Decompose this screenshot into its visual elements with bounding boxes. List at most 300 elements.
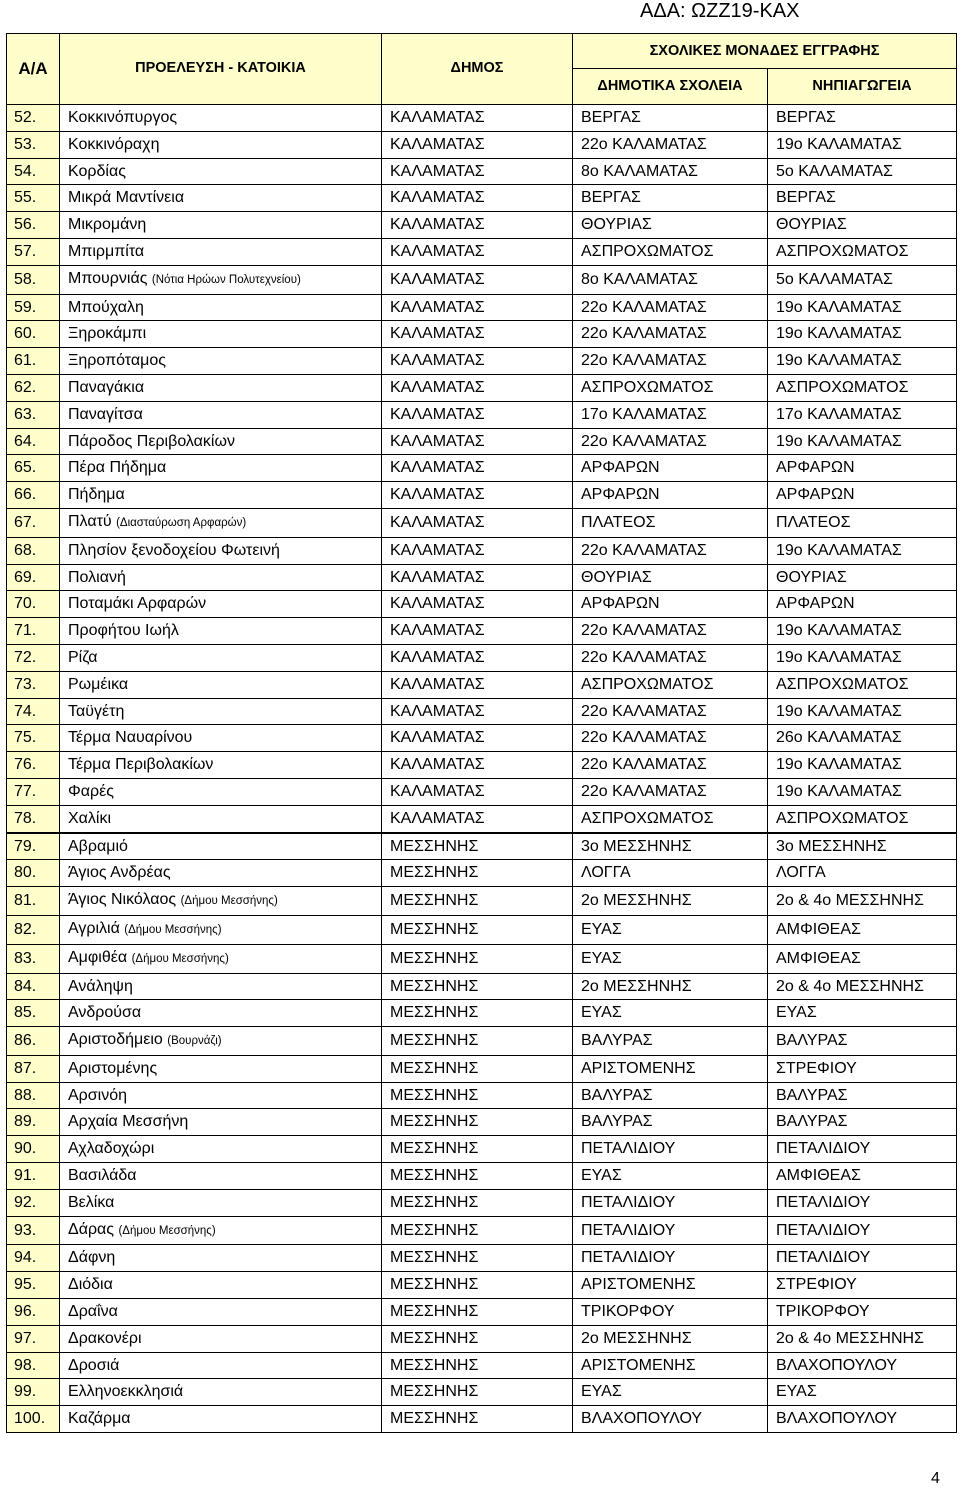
- kindergarten-cell: ΣΤΡΕΦΙΟΥ: [768, 1055, 957, 1082]
- primary-school-cell: 22ο ΚΑΛΑΜΑΤΑΣ: [573, 321, 768, 348]
- origin-name: Πάροδος Περιβολακίων: [68, 432, 235, 450]
- municipality-cell: ΜΕΣΣΗΝΗΣ: [382, 1325, 573, 1352]
- origin-name: Δάφνη: [68, 1249, 116, 1267]
- origin-cell: [60, 944, 382, 973]
- origin-cell: [60, 401, 382, 428]
- kindergarten-cell: ΠΛΑΤΕΟΣ: [768, 508, 957, 537]
- origin-name: Ταϋγέτη: [68, 702, 125, 720]
- row-number: 59.: [7, 294, 60, 321]
- origin-name: Αριστοδήμειο: [68, 1031, 163, 1049]
- kindergarten-cell: ΠΕΤΑΛΙΔΙΟΥ: [768, 1245, 957, 1272]
- row-number: 86.: [7, 1027, 60, 1056]
- primary-school-cell: ΑΡΙΣΤΟΜΕΝΗΣ: [573, 1352, 768, 1379]
- primary-school-cell: 22ο ΚΑΛΑΜΑΤΑΣ: [573, 644, 768, 671]
- origin-cell: [60, 1379, 382, 1406]
- municipality-cell: ΚΑΛΑΜΑΤΑΣ: [382, 294, 573, 321]
- table-row: [7, 374, 957, 401]
- primary-school-cell: 8ο ΚΑΛΑΜΑΤΑΣ: [573, 265, 768, 294]
- row-number: 93.: [7, 1216, 60, 1245]
- origin-name: Παναγίτσα: [68, 405, 143, 423]
- origin-name: Βελίκα: [68, 1193, 115, 1211]
- municipality-cell: ΚΑΛΑΜΑΤΑΣ: [382, 537, 573, 564]
- origin-cell: [60, 887, 382, 916]
- kindergarten-cell: ΑΡΦΑΡΩΝ: [768, 591, 957, 618]
- origin-name: Άγιος Ανδρέας: [68, 864, 171, 882]
- origin-name: Χαλίκι: [68, 809, 112, 827]
- table-row: [7, 482, 957, 509]
- kindergarten-cell: 19ο ΚΑΛΑΜΑΤΑΣ: [768, 348, 957, 375]
- primary-school-cell: ΘΟΥΡΙΑΣ: [573, 564, 768, 591]
- kindergarten-cell: 3ο ΜΕΣΣΗΝΗΣ: [768, 833, 957, 860]
- origin-cell: [60, 185, 382, 212]
- kindergarten-cell: ΘΟΥΡΙΑΣ: [768, 564, 957, 591]
- origin-cell: [60, 348, 382, 375]
- row-number: 84.: [7, 973, 60, 1000]
- table-row: [7, 1055, 957, 1082]
- row-number: 56.: [7, 212, 60, 239]
- kindergarten-cell: ΘΟΥΡΙΑΣ: [768, 212, 957, 239]
- municipality-cell: ΚΑΛΑΜΑΤΑΣ: [382, 752, 573, 779]
- origin-cell: [60, 158, 382, 185]
- primary-school-cell: ΑΣΠΡΟΧΩΜΑΤΟΣ: [573, 805, 768, 832]
- municipality-cell: ΚΑΛΑΜΑΤΑΣ: [382, 428, 573, 455]
- table-row: [7, 294, 957, 321]
- kindergarten-cell: ΒΑΛΥΡΑΣ: [768, 1027, 957, 1056]
- origin-name: Μικρομάνη: [68, 216, 147, 234]
- table-row: [7, 752, 957, 779]
- table-row: [7, 1000, 957, 1027]
- row-number: 96.: [7, 1299, 60, 1326]
- origin-cell: [60, 1000, 382, 1027]
- origin-name: Κορδίας: [68, 162, 126, 180]
- municipality-cell: ΚΑΛΑΜΑΤΑΣ: [382, 105, 573, 132]
- origin-cell: [60, 238, 382, 265]
- municipality-cell: ΜΕΣΣΗΝΗΣ: [382, 1163, 573, 1190]
- table-row: [7, 321, 957, 348]
- origin-cell: [60, 778, 382, 805]
- origin-cell: [60, 860, 382, 887]
- origin-cell: [60, 564, 382, 591]
- primary-school-cell: ΑΣΠΡΟΧΩΜΑΤΟΣ: [573, 238, 768, 265]
- kindergarten-cell: ΒΑΛΥΡΑΣ: [768, 1082, 957, 1109]
- table-row: [7, 944, 957, 973]
- origin-cell: [60, 1027, 382, 1056]
- municipality-cell: ΜΕΣΣΗΝΗΣ: [382, 1189, 573, 1216]
- row-number: 87.: [7, 1055, 60, 1082]
- table-row: [7, 973, 957, 1000]
- origin-name: Δάρας: [68, 1220, 114, 1238]
- origin-name: Ποταμάκι Αρφαρών: [68, 595, 207, 613]
- kindergarten-cell: ΑΜΦΙΘΕΑΣ: [768, 915, 957, 944]
- origin-note: (Δήμου Μεσσήνης): [131, 952, 229, 965]
- origin-cell: [60, 1325, 382, 1352]
- kindergarten-cell: ΑΣΠΡΟΧΩΜΑΤΟΣ: [768, 671, 957, 698]
- municipality-cell: ΚΑΛΑΜΑΤΑΣ: [382, 725, 573, 752]
- row-number: 71.: [7, 618, 60, 645]
- table-row: [7, 644, 957, 671]
- kindergarten-cell: ΑΣΠΡΟΧΩΜΑΤΟΣ: [768, 805, 957, 832]
- municipality-cell: ΚΑΛΑΜΑΤΑΣ: [382, 778, 573, 805]
- origin-name: Παναγάκια: [68, 378, 145, 396]
- table-row: [7, 1082, 957, 1109]
- municipality-cell: ΚΑΛΑΜΑΤΑΣ: [382, 618, 573, 645]
- municipality-cell: ΜΕΣΣΗΝΗΣ: [382, 1109, 573, 1136]
- origin-cell: [60, 1163, 382, 1190]
- origin-cell: [60, 644, 382, 671]
- row-number: 95.: [7, 1272, 60, 1299]
- row-number: 57.: [7, 238, 60, 265]
- table-row: [7, 238, 957, 265]
- origin-name: Ανδρούσα: [68, 1004, 142, 1022]
- origin-note: (Δήμου Μεσσήνης): [118, 1224, 216, 1237]
- primary-school-cell: ΠΕΤΑΛΙΔΙΟΥ: [573, 1245, 768, 1272]
- origin-name: Προφήτου Ιωήλ: [68, 622, 179, 640]
- municipality-cell: ΚΑΛΑΜΑΤΑΣ: [382, 212, 573, 239]
- table-row: [7, 1027, 957, 1056]
- primary-school-cell: 2ο ΜΕΣΣΗΝΗΣ: [573, 887, 768, 916]
- municipality-cell: ΚΑΛΑΜΑΤΑΣ: [382, 482, 573, 509]
- row-number: 72.: [7, 644, 60, 671]
- kindergarten-cell: ΛΟΓΓΑ: [768, 860, 957, 887]
- row-number: 77.: [7, 778, 60, 805]
- kindergarten-cell: ΒΑΛΥΡΑΣ: [768, 1109, 957, 1136]
- row-number: 75.: [7, 725, 60, 752]
- origin-name: Πήδημα: [68, 486, 125, 504]
- table-row: [7, 1163, 957, 1190]
- origin-name: Αχλαδοχώρι: [68, 1140, 155, 1158]
- primary-school-cell: ΕΥΑΣ: [573, 944, 768, 973]
- municipality-cell: ΚΑΛΑΜΑΤΑΣ: [382, 671, 573, 698]
- row-number: 81.: [7, 887, 60, 916]
- municipality-cell: ΜΕΣΣΗΝΗΣ: [382, 973, 573, 1000]
- kindergarten-cell: 19ο ΚΑΛΑΜΑΤΑΣ: [768, 644, 957, 671]
- origin-name: Βασιλάδα: [68, 1167, 137, 1185]
- row-number: 70.: [7, 591, 60, 618]
- row-number: 94.: [7, 1245, 60, 1272]
- table-row: [7, 455, 957, 482]
- municipality-cell: ΚΑΛΑΜΑΤΑΣ: [382, 185, 573, 212]
- origin-name: Αριστομένης: [68, 1059, 158, 1077]
- primary-school-cell: ΑΣΠΡΟΧΩΜΑΤΟΣ: [573, 374, 768, 401]
- primary-school-cell: ΒΑΛΥΡΑΣ: [573, 1109, 768, 1136]
- table-row: [7, 1272, 957, 1299]
- row-number: 85.: [7, 1000, 60, 1027]
- kindergarten-cell: ΠΕΤΑΛΙΔΙΟΥ: [768, 1216, 957, 1245]
- kindergarten-cell: ΑΜΦΙΘΕΑΣ: [768, 1163, 957, 1190]
- origin-cell: [60, 752, 382, 779]
- municipality-cell: ΚΑΛΑΜΑΤΑΣ: [382, 238, 573, 265]
- primary-school-cell: ΠΕΤΑΛΙΔΙΟΥ: [573, 1136, 768, 1163]
- primary-school-cell: ΛΟΓΓΑ: [573, 860, 768, 887]
- primary-school-cell: ΒΕΡΓΑΣ: [573, 185, 768, 212]
- municipality-cell: ΜΕΣΣΗΝΗΣ: [382, 1352, 573, 1379]
- origin-name: Κοκκινόραχη: [68, 135, 160, 153]
- origin-name: Ρίζα: [68, 648, 98, 666]
- primary-school-cell: ΑΡΦΑΡΩΝ: [573, 482, 768, 509]
- origin-cell: [60, 482, 382, 509]
- primary-school-cell: ΒΑΛΥΡΑΣ: [573, 1027, 768, 1056]
- primary-school-cell: ΕΥΑΣ: [573, 915, 768, 944]
- table-row: [7, 348, 957, 375]
- municipality-cell: ΜΕΣΣΗΝΗΣ: [382, 1027, 573, 1056]
- municipality-cell: ΜΕΣΣΗΝΗΣ: [382, 1272, 573, 1299]
- primary-school-cell: ΠΕΤΑΛΙΔΙΟΥ: [573, 1216, 768, 1245]
- municipality-cell: ΚΑΛΑΜΑΤΑΣ: [382, 321, 573, 348]
- primary-school-cell: ΘΟΥΡΙΑΣ: [573, 212, 768, 239]
- table-row: [7, 428, 957, 455]
- table-row: [7, 1216, 957, 1245]
- municipality-cell: ΜΕΣΣΗΝΗΣ: [382, 1299, 573, 1326]
- origin-cell: [60, 455, 382, 482]
- origin-note: (Βουρνάζι): [167, 1035, 222, 1048]
- kindergarten-cell: 19ο ΚΑΛΑΜΑΤΑΣ: [768, 294, 957, 321]
- municipality-cell: ΜΕΣΣΗΝΗΣ: [382, 1082, 573, 1109]
- origin-note: (Νότια Ηρώων Πολυτεχνείου): [151, 273, 301, 286]
- kindergarten-cell: ΒΛΑΧΟΠΟΥΛΟΥ: [768, 1406, 957, 1433]
- kindergarten-cell: ΠΕΤΑΛΙΔΙΟΥ: [768, 1136, 957, 1163]
- row-number: 52.: [7, 105, 60, 132]
- municipality-cell: ΜΕΣΣΗΝΗΣ: [382, 915, 573, 944]
- primary-school-cell: ΕΥΑΣ: [573, 1379, 768, 1406]
- municipality-cell: ΜΕΣΣΗΝΗΣ: [382, 1000, 573, 1027]
- table-row: [7, 537, 957, 564]
- table-row: [7, 1325, 957, 1352]
- origin-name: Δροσιά: [68, 1356, 120, 1374]
- row-number: 80.: [7, 860, 60, 887]
- table-row: [7, 131, 957, 158]
- row-number: 92.: [7, 1189, 60, 1216]
- primary-school-cell: 22ο ΚΑΛΑΜΑΤΑΣ: [573, 618, 768, 645]
- origin-name: Αβραμιό: [68, 837, 128, 855]
- primary-school-cell: 22ο ΚΑΛΑΜΑΤΑΣ: [573, 752, 768, 779]
- table-header: [7, 34, 957, 105]
- origin-cell: [60, 131, 382, 158]
- origin-cell: [60, 508, 382, 537]
- municipality-cell: ΜΕΣΣΗΝΗΣ: [382, 860, 573, 887]
- kindergarten-cell: ΕΥΑΣ: [768, 1000, 957, 1027]
- origin-name: Ανάληψη: [68, 977, 133, 995]
- kindergarten-cell: 17ο ΚΑΛΑΜΑΤΑΣ: [768, 401, 957, 428]
- table-row: [7, 671, 957, 698]
- primary-school-cell: ΕΥΑΣ: [573, 1000, 768, 1027]
- origin-name: Ελληνοεκκλησιά: [68, 1383, 184, 1401]
- municipality-cell: ΚΑΛΑΜΑΤΑΣ: [382, 348, 573, 375]
- primary-school-cell: 22ο ΚΑΛΑΜΑΤΑΣ: [573, 778, 768, 805]
- origin-note: (Δήμου Μεσσήνης): [180, 895, 278, 908]
- row-number: 62.: [7, 374, 60, 401]
- municipality-cell: ΚΑΛΑΜΑΤΑΣ: [382, 455, 573, 482]
- kindergarten-cell: 2ο & 4ο ΜΕΣΣΗΝΗΣ: [768, 1325, 957, 1352]
- municipality-cell: ΜΕΣΣΗΝΗΣ: [382, 1055, 573, 1082]
- origin-cell: [60, 1299, 382, 1326]
- table-row: [7, 860, 957, 887]
- origin-cell: [60, 1189, 382, 1216]
- kindergarten-cell: ΑΜΦΙΘΕΑΣ: [768, 944, 957, 973]
- ada-code: ΑΔΑ: ΩΖΖ19-ΚΑΧ: [640, 0, 800, 22]
- primary-school-cell: 22ο ΚΑΛΑΜΑΤΑΣ: [573, 698, 768, 725]
- row-number: 100.: [7, 1406, 60, 1433]
- municipality-cell: ΚΑΛΑΜΑΤΑΣ: [382, 265, 573, 294]
- origin-cell: [60, 1245, 382, 1272]
- origin-name: Ξηροπόταμος: [68, 352, 166, 370]
- origin-name: Άγιος Νικόλαος: [68, 891, 177, 909]
- origin-cell: [60, 591, 382, 618]
- primary-school-cell: ΒΕΡΓΑΣ: [573, 105, 768, 132]
- primary-school-cell: ΑΣΠΡΟΧΩΜΑΤΟΣ: [573, 671, 768, 698]
- kindergarten-cell: 5ο ΚΑΛΑΜΑΤΑΣ: [768, 265, 957, 294]
- origin-cell: [60, 1216, 382, 1245]
- origin-cell: [60, 915, 382, 944]
- municipality-cell: ΜΕΣΣΗΝΗΣ: [382, 1136, 573, 1163]
- origin-name: Μπούχαλη: [68, 298, 144, 316]
- header-kindergartens: ΝΗΠΙΑΓΩΓΕΙΑ: [768, 69, 957, 105]
- kindergarten-cell: ΑΣΠΡΟΧΩΜΑΤΟΣ: [768, 238, 957, 265]
- origin-name: Τέρμα Περιβολακίων: [68, 756, 214, 774]
- row-number: 79.: [7, 833, 60, 860]
- municipality-cell: ΚΑΛΑΜΑΤΑΣ: [382, 374, 573, 401]
- origin-cell: [60, 294, 382, 321]
- primary-school-cell: ΤΡΙΚΟΡΦΟΥ: [573, 1299, 768, 1326]
- origin-note: (Δήμου Μεσσήνης): [124, 923, 222, 936]
- row-number: 64.: [7, 428, 60, 455]
- table-row: [7, 265, 957, 294]
- kindergarten-cell: 19ο ΚΑΛΑΜΑΤΑΣ: [768, 698, 957, 725]
- table-row: [7, 887, 957, 916]
- origin-name: Πέρα Πήδημα: [68, 459, 167, 477]
- municipality-cell: ΚΑΛΑΜΑΤΑΣ: [382, 158, 573, 185]
- origin-cell: [60, 671, 382, 698]
- origin-cell: [60, 265, 382, 294]
- origin-cell: [60, 321, 382, 348]
- table-row: [7, 508, 957, 537]
- primary-school-cell: 22ο ΚΑΛΑΜΑΤΑΣ: [573, 131, 768, 158]
- origin-cell: [60, 618, 382, 645]
- kindergarten-cell: 26ο ΚΑΛΑΜΑΤΑΣ: [768, 725, 957, 752]
- row-number: 74.: [7, 698, 60, 725]
- kindergarten-cell: ΑΡΦΑΡΩΝ: [768, 482, 957, 509]
- row-number: 90.: [7, 1136, 60, 1163]
- table-row: [7, 185, 957, 212]
- table-row: [7, 1245, 957, 1272]
- primary-school-cell: 2ο ΜΕΣΣΗΝΗΣ: [573, 1325, 768, 1352]
- origin-cell: [60, 537, 382, 564]
- table-row: [7, 564, 957, 591]
- table-row: [7, 401, 957, 428]
- primary-school-cell: ΠΛΑΤΕΟΣ: [573, 508, 768, 537]
- origin-cell: [60, 833, 382, 860]
- row-number: 58.: [7, 265, 60, 294]
- origin-cell: [60, 1109, 382, 1136]
- table-row: [7, 105, 957, 132]
- origin-name: Μπουρνιάς: [68, 269, 148, 287]
- primary-school-cell: ΠΕΤΑΛΙΔΙΟΥ: [573, 1189, 768, 1216]
- row-number: 53.: [7, 131, 60, 158]
- kindergarten-cell: 19ο ΚΑΛΑΜΑΤΑΣ: [768, 618, 957, 645]
- origin-name: Καζάρμα: [68, 1410, 131, 1428]
- table-row: [7, 1379, 957, 1406]
- origin-cell: [60, 1136, 382, 1163]
- primary-school-cell: ΑΡΦΑΡΩΝ: [573, 455, 768, 482]
- primary-school-cell: 22ο ΚΑΛΑΜΑΤΑΣ: [573, 537, 768, 564]
- row-number: 67.: [7, 508, 60, 537]
- origin-name: Αγριλιά: [68, 919, 120, 937]
- primary-school-cell: 8ο ΚΑΛΑΜΑΤΑΣ: [573, 158, 768, 185]
- header-aa: Α/Α: [7, 34, 60, 105]
- municipality-cell: ΚΑΛΑΜΑΤΑΣ: [382, 564, 573, 591]
- row-number: 69.: [7, 564, 60, 591]
- municipality-cell: ΜΕΣΣΗΝΗΣ: [382, 944, 573, 973]
- municipality-cell: ΜΕΣΣΗΝΗΣ: [382, 1216, 573, 1245]
- kindergarten-cell: 5ο ΚΑΛΑΜΑΤΑΣ: [768, 158, 957, 185]
- row-number: 83.: [7, 944, 60, 973]
- origin-name: Αρχαία Μεσσήνη: [68, 1113, 189, 1131]
- kindergarten-cell: ΤΡΙΚΟΡΦΟΥ: [768, 1299, 957, 1326]
- origin-cell: [60, 1082, 382, 1109]
- primary-school-cell: 17ο ΚΑΛΑΜΑΤΑΣ: [573, 401, 768, 428]
- municipality-cell: ΜΕΣΣΗΝΗΣ: [382, 887, 573, 916]
- row-number: 89.: [7, 1109, 60, 1136]
- origin-name: Πολιανή: [68, 568, 126, 586]
- header-school-units: ΣΧΟΛΙΚΕΣ ΜΟΝΑΔΕΣ ΕΓΓΡΑΦΗΣ: [573, 34, 957, 69]
- schools-table: [6, 33, 957, 1433]
- municipality-cell: ΚΑΛΑΜΑΤΑΣ: [382, 591, 573, 618]
- kindergarten-cell: ΒΕΡΓΑΣ: [768, 105, 957, 132]
- primary-school-cell: 3ο ΜΕΣΣΗΝΗΣ: [573, 833, 768, 860]
- origin-cell: [60, 973, 382, 1000]
- row-number: 63.: [7, 401, 60, 428]
- primary-school-cell: 22ο ΚΑΛΑΜΑΤΑΣ: [573, 294, 768, 321]
- kindergarten-cell: ΠΕΤΑΛΙΔΙΟΥ: [768, 1189, 957, 1216]
- origin-cell: [60, 1352, 382, 1379]
- row-number: 88.: [7, 1082, 60, 1109]
- kindergarten-cell: 19ο ΚΑΛΑΜΑΤΑΣ: [768, 321, 957, 348]
- row-number: 73.: [7, 671, 60, 698]
- kindergarten-cell: ΑΡΦΑΡΩΝ: [768, 455, 957, 482]
- kindergarten-cell: 19ο ΚΑΛΑΜΑΤΑΣ: [768, 428, 957, 455]
- primary-school-cell: ΒΑΛΥΡΑΣ: [573, 1082, 768, 1109]
- origin-name: Ξηροκάμπι: [68, 325, 147, 343]
- municipality-cell: ΚΑΛΑΜΑΤΑΣ: [382, 698, 573, 725]
- row-number: 65.: [7, 455, 60, 482]
- header-origin: ΠΡΟΕΛΕΥΣΗ - ΚΑΤΟΙΚΙΑ: [60, 34, 382, 105]
- table-row: [7, 725, 957, 752]
- kindergarten-cell: ΒΛΑΧΟΠΟΥΛΟΥ: [768, 1352, 957, 1379]
- municipality-cell: ΜΕΣΣΗΝΗΣ: [382, 1379, 573, 1406]
- table-row: [7, 805, 957, 832]
- table-row: [7, 833, 957, 860]
- table-row: [7, 915, 957, 944]
- row-number: 54.: [7, 158, 60, 185]
- table-row: [7, 1189, 957, 1216]
- table-row: [7, 618, 957, 645]
- municipality-cell: ΜΕΣΣΗΝΗΣ: [382, 1245, 573, 1272]
- row-number: 66.: [7, 482, 60, 509]
- table-row: [7, 1406, 957, 1433]
- origin-cell: [60, 1055, 382, 1082]
- row-number: 99.: [7, 1379, 60, 1406]
- origin-name: Κοκκινόπυργος: [68, 109, 178, 126]
- header-primary-schools: ΔΗΜΟΤΙΚΑ ΣΧΟΛΕΙΑ: [573, 69, 768, 105]
- row-number: 78.: [7, 805, 60, 832]
- primary-school-cell: ΑΡΙΣΤΟΜΕΝΗΣ: [573, 1055, 768, 1082]
- table-body: [7, 105, 957, 1433]
- origin-name: Δρακονέρι: [68, 1329, 142, 1347]
- row-number: 76.: [7, 752, 60, 779]
- origin-cell: [60, 1406, 382, 1433]
- origin-cell: [60, 212, 382, 239]
- municipality-cell: ΜΕΣΣΗΝΗΣ: [382, 1406, 573, 1433]
- table-row: [7, 158, 957, 185]
